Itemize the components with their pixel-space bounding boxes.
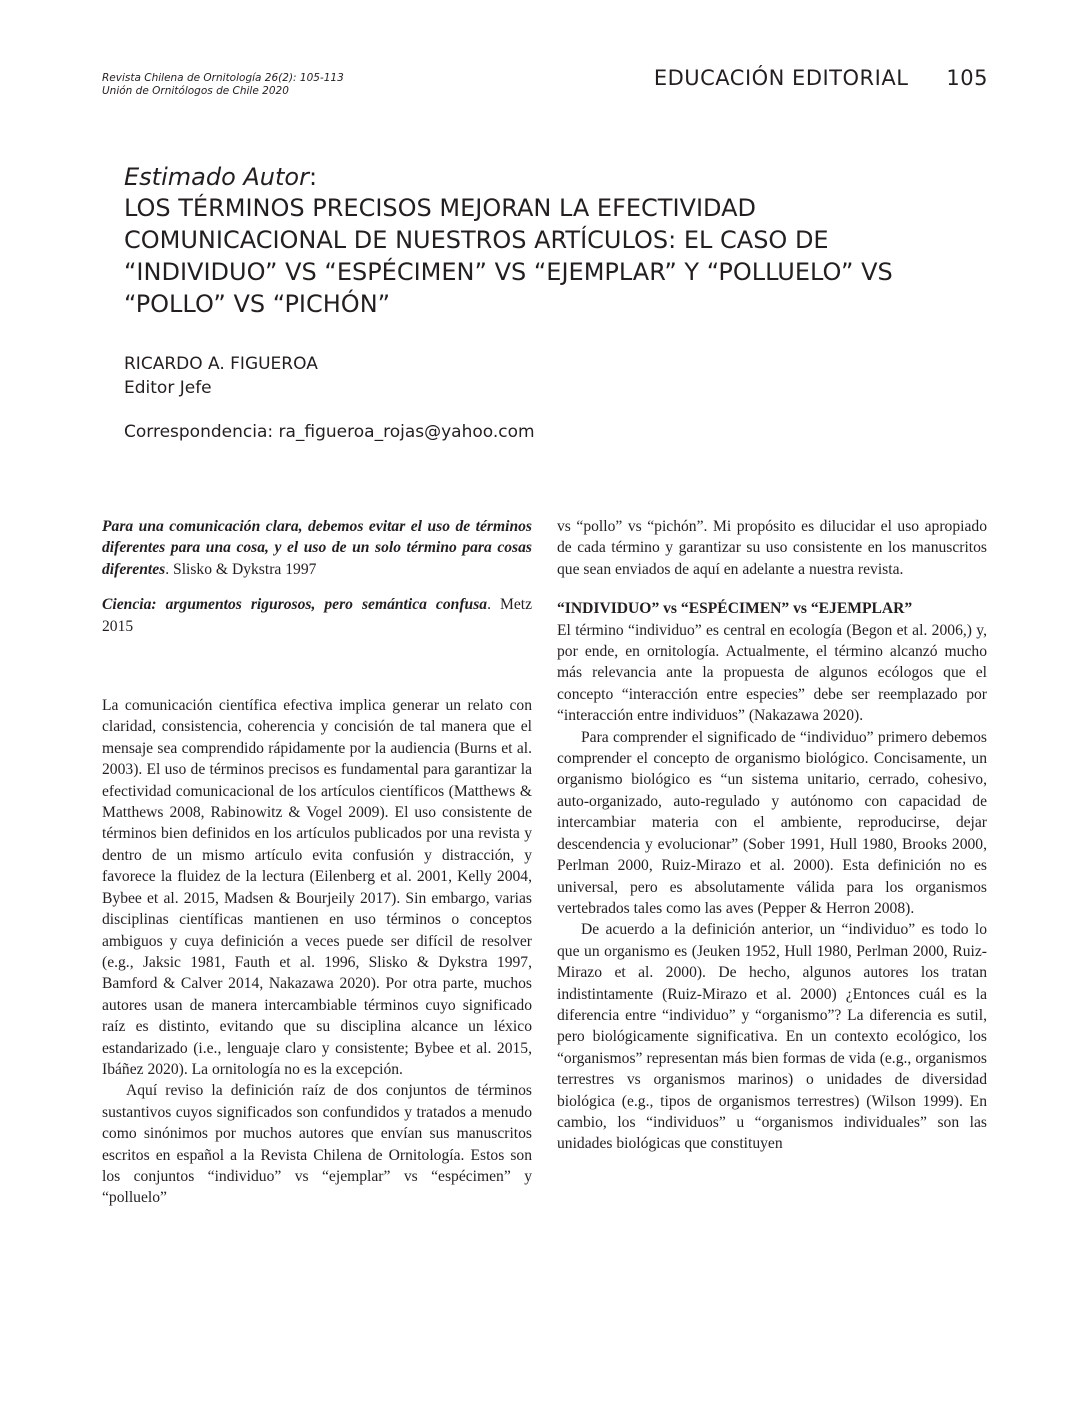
author-role: Editor Jefe <box>124 378 212 398</box>
spacer <box>102 651 532 695</box>
body-paragraph: vs “pollo” vs “pichón”. Mi propósito es dilucidar el uso apropiado de cada término y garantizar su uso consistente en los manuscritos que sean enviados de aquí en adelante a nuestra revista. <box>557 518 987 578</box>
title-salutation-text: Estimado Autor <box>124 163 309 191</box>
left-column <box>102 516 532 1209</box>
running-header <box>654 66 988 90</box>
epigraph-1-text: Para una comunicación clara, debemos evitar el uso de términos diferentes para una cosa, y el uso de un solo término para cosas diferentes <box>102 518 532 578</box>
epigraph-1 <box>102 516 532 580</box>
body-paragraph: Para comprender el significado de “individuo” primero debemos comprender el concepto de organismo biológico. Concisamente, un organismo biológico es “un sistema unitario, cerrado, cohesivo, auto-organizado, auto-regulado y autónomo con capacidad de intercambiar materia con el ambiente, reproducirse, dejar descendencia y evolucionar” (Sober 1991, Hull 1980, Brooks 2000, Perlman 2000, Ruiz-Mirazo et al. 2000). Esta definición no es universal, pero es absolutamente válida para los organismos vertebrados tales como las aves (Pepper & Herron 2008). <box>557 728 987 917</box>
body-paragraph: Aquí reviso la definición raíz de dos conjuntos de términos sustantivos cuyos significados son confundidos y tratados a menudo como sinónimos por muchos autores que envían sus manuscritos escritos en español a la Revista Chilena de Ornitología. Estos son los conjuntos “individuo” vs “ejemplar” vs “espécimen” y “polluelo” <box>102 1082 532 1207</box>
article-title-block <box>124 162 984 320</box>
article-title: LOS TÉRMINOS PRECISOS MEJORAN LA EFECTIVIDAD COMUNICACIONAL DE NUESTROS ARTÍCULOS: EL CASO DE “INDIVIDUO” VS “ESPÉCIMEN” VS “EJEMPLAR” Y “POLLUELO” VS “POLLO” VS “PICHÓN” <box>124 194 893 318</box>
epigraph-2 <box>102 594 532 637</box>
body-paragraph: La comunicación científica efectiva implica generar un relato con claridad, consistencia, coherencia y concisión de tal manera que el mensaje sea comprendido rápidamente por la audiencia (Burns et al. 2003). El uso de términos precisos es fundamental para garantizar la efectividad comunicacional de los artículos científicos (Matthews & Matthews 2008, Rabinowitz & Vogel 2009). El uso consistente de términos bien definidos en los artículos publicados por una revista y dentro de un mismo artículo evita confusión y distracción, y favorece la fluidez de la lectura (Eilenberg et al. 2001, Kelly 2004, Bybee et al. 2015, Madsen & Bourjeily 2017). Sin embargo, varias disciplinas científicas mantienen en uso términos o conceptos ambiguos y cuya definición a veces puede ser difícil de resolver (e.g., Jaksic 1981, Fauth et al. 1996, Slisko & Dykstra 1997, Bamford & Calver 2014, Nakazawa 2020). Por otra parte, muchos autores usan de manera intercambiable términos cuyo significado raíz es distinto, evitando que su disciplina alcance un léxico estandarizado (i.e., lenguaje claro y consistente; Bybee et al. 2015, Ibáñez 2020). La ornitología no es la excepción. <box>102 697 532 1078</box>
author-name: RICARDO A. FIGUEROA <box>124 354 318 374</box>
spacer <box>557 580 987 598</box>
title-salutation <box>124 162 984 192</box>
body-paragraph: El término “individuo” es central en ecología (Begon et al. 2006,) y, por ende, en ornitología. Actualmente, el término alcanzó mucho más relevancia ante la propuesta de algunos ecólogos que el concepto “interacción entre especies” debe ser reemplazado por “interacción entre individuos” (Nakazawa 2020). <box>557 621 987 725</box>
section-name: EDUCACIÓN EDITORIAL <box>653 66 909 90</box>
epigraph-1-source: . Slisko & Dykstra 1997 <box>165 560 317 578</box>
journal-citation-line1: Revista Chilena de Ornitología 26(2): 105-113 <box>102 72 344 84</box>
title-salutation-colon: : <box>308 163 318 191</box>
body-paragraph: De acuerdo a la definición anterior, un “individuo” es todo lo que un organismo es (Jeuken 1952, Hull 1980, Perlman 2000, Ruiz-Mirazo et al. 2000). De hecho, algunos autores los tratan indistintamente (Ruiz-Mirazo et al. 2000) ¿Entonces cuál es la diferencia entre “individuo” y “organismo”? La diferencia es sutil, pero biológicamente significativa. En un contexto ecológico, los “organismos” representan más bien formas de vida (e.g., organismos terrestres vs organismos marinos) o unidades de diversidad biológica (e.g., tipos de organismos terrestres) (Wilson 1999). En cambio, los “individuos” u “organismos individuales” son las unidades biológicas que constituyen <box>557 921 987 1153</box>
author-block <box>124 352 318 400</box>
journal-citation <box>102 72 344 98</box>
page-number: 105 <box>946 66 988 90</box>
right-column <box>557 516 987 1155</box>
correspondence: Correspondencia: ra_figueroa_rojas@yahoo.com <box>124 422 535 442</box>
section-subheading: “INDIVIDUO” vs “ESPÉCIMEN” vs “EJEMPLAR” <box>557 600 913 618</box>
journal-citation-line2: Unión de Ornitólogos de Chile 2020 <box>102 85 289 97</box>
epigraph-2-source: . Metz 2015 <box>102 596 532 635</box>
epigraph-2-text: Ciencia: argumentos rigurosos, pero semántica confusa <box>102 596 488 614</box>
